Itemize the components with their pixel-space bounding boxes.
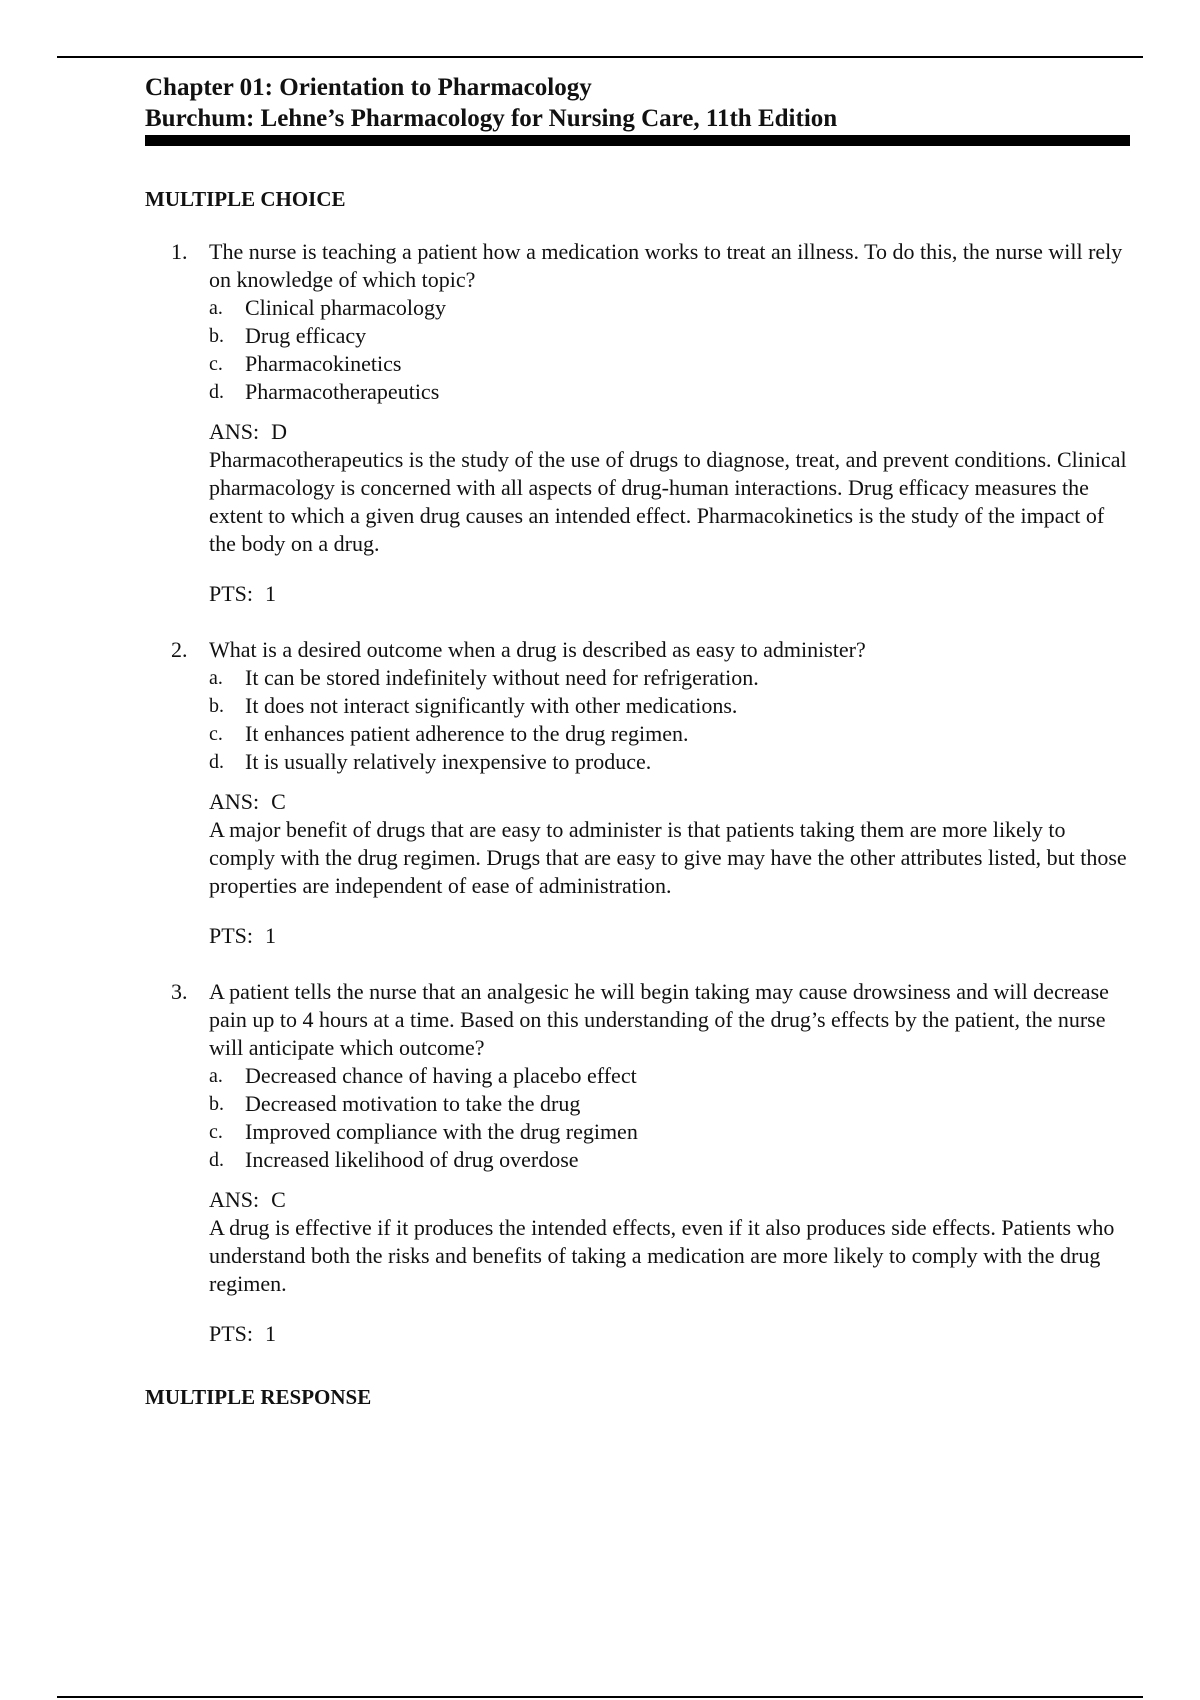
question-stem: A patient tells the nurse that an analgesic he will begin taking may cause drowsiness and will decrease pain up to 4 hours at a time. Based on this understanding of the drug’s effects by the patient, the nurse will anticipate which outcome? bbox=[209, 979, 1109, 1060]
answer-option-b bbox=[209, 1090, 1130, 1118]
question-number: 1. bbox=[171, 239, 188, 264]
answer-rationale: Pharmacotherapeutics is the study of the use of drugs to diagnose, treat, and prevent conditions. Clinical pharmacology is concerned with all aspects of drug-human interactions. Drug efficacy measures the extent to which a given drug causes an intended effect. Pharmacokinetics is the study of the impact of the body on a drug. bbox=[209, 447, 1127, 556]
document-page bbox=[145, 72, 1130, 1436]
answer-line bbox=[209, 788, 1130, 816]
answer-option-d bbox=[209, 1146, 1130, 1174]
answer-label: ANS: bbox=[209, 419, 260, 444]
option-letter: c. bbox=[209, 353, 223, 375]
answer-option-d bbox=[209, 378, 1130, 406]
option-text: It enhances patient adherence to the drug regimen. bbox=[245, 721, 689, 746]
option-text: Pharmacotherapeutics bbox=[245, 379, 440, 404]
points-value: 1 bbox=[265, 923, 277, 948]
title-divider bbox=[145, 135, 1130, 146]
points-line bbox=[209, 580, 1130, 608]
question-2 bbox=[145, 636, 1130, 950]
option-text: Decreased chance of having a placebo effect bbox=[245, 1063, 637, 1088]
option-letter: d. bbox=[209, 1149, 224, 1171]
option-letter: d. bbox=[209, 751, 224, 773]
option-text: Increased likelihood of drug overdose bbox=[245, 1147, 579, 1172]
points-label: PTS: bbox=[209, 1321, 254, 1346]
points-line bbox=[209, 922, 1130, 950]
answer-line bbox=[209, 418, 1130, 446]
option-text: Clinical pharmacology bbox=[245, 295, 446, 320]
answer-line bbox=[209, 1186, 1130, 1214]
answer-option-c bbox=[209, 1118, 1130, 1146]
answer-label: ANS: bbox=[209, 789, 260, 814]
top-rule bbox=[57, 56, 1143, 58]
option-letter: c. bbox=[209, 723, 223, 745]
answer-option-c bbox=[209, 720, 1130, 748]
section-heading-multiple-response: MULTIPLE RESPONSE bbox=[145, 1385, 372, 1409]
option-letter: b. bbox=[209, 695, 224, 717]
option-text: Decreased motivation to take the drug bbox=[245, 1091, 581, 1116]
bottom-rule bbox=[57, 1696, 1143, 1698]
answer-option-d bbox=[209, 748, 1130, 776]
option-letter: a. bbox=[209, 1065, 223, 1087]
option-letter: a. bbox=[209, 667, 223, 689]
answer-label: ANS: bbox=[209, 1187, 260, 1212]
points-line bbox=[209, 1320, 1130, 1348]
chapter-title: Chapter 01: Orientation to Pharmacology bbox=[145, 74, 592, 101]
answer-value: C bbox=[271, 789, 286, 814]
question-stem: What is a desired outcome when a drug is described as easy to administer? bbox=[209, 637, 866, 662]
option-letter: a. bbox=[209, 297, 223, 319]
answer-option-c bbox=[209, 350, 1130, 378]
option-text: Improved compliance with the drug regimen bbox=[245, 1119, 638, 1144]
points-label: PTS: bbox=[209, 923, 254, 948]
question-number: 2. bbox=[171, 637, 188, 662]
answer-option-b bbox=[209, 692, 1130, 720]
answer-option-a bbox=[209, 664, 1130, 692]
answer-option-a bbox=[209, 1062, 1130, 1090]
points-value: 1 bbox=[265, 1321, 277, 1346]
option-text: Drug efficacy bbox=[245, 323, 367, 348]
question-3 bbox=[145, 978, 1130, 1348]
answer-option-a bbox=[209, 294, 1130, 322]
option-letter: b. bbox=[209, 325, 224, 347]
answer-option-b bbox=[209, 322, 1130, 350]
answer-value: D bbox=[271, 419, 288, 444]
answer-value: C bbox=[271, 1187, 286, 1212]
option-text: It can be stored indefinitely without need for refrigeration. bbox=[245, 665, 759, 690]
option-letter: d. bbox=[209, 381, 224, 403]
question-number: 3. bbox=[171, 979, 188, 1004]
points-label: PTS: bbox=[209, 581, 254, 606]
option-text: It is usually relatively inexpensive to produce. bbox=[245, 749, 652, 774]
points-value: 1 bbox=[265, 581, 277, 606]
section-heading-multiple-choice: MULTIPLE CHOICE bbox=[145, 187, 346, 211]
question-1 bbox=[145, 238, 1130, 608]
option-text: Pharmacokinetics bbox=[245, 351, 402, 376]
answer-rationale: A major benefit of drugs that are easy to administer is that patients taking them are more likely to comply with the drug regimen. Drugs that are easy to give may have the other attributes listed, but those properties are independent of ease of administration. bbox=[209, 817, 1127, 898]
option-letter: b. bbox=[209, 1093, 224, 1115]
answer-rationale: A drug is effective if it produces the intended effects, even if it also produces side effects. Patients who understand both the risks and benefits of taking a medication are more likely to comply with the drug regimen. bbox=[209, 1215, 1115, 1296]
question-stem: The nurse is teaching a patient how a medication works to treat an illness. To do this, the nurse will rely on knowledge of which topic? bbox=[209, 239, 1123, 292]
option-letter: c. bbox=[209, 1121, 223, 1143]
book-title: Burchum: Lehne’s Pharmacology for Nursing Care, 11th Edition bbox=[145, 105, 838, 132]
option-text: It does not interact significantly with other medications. bbox=[245, 693, 738, 718]
